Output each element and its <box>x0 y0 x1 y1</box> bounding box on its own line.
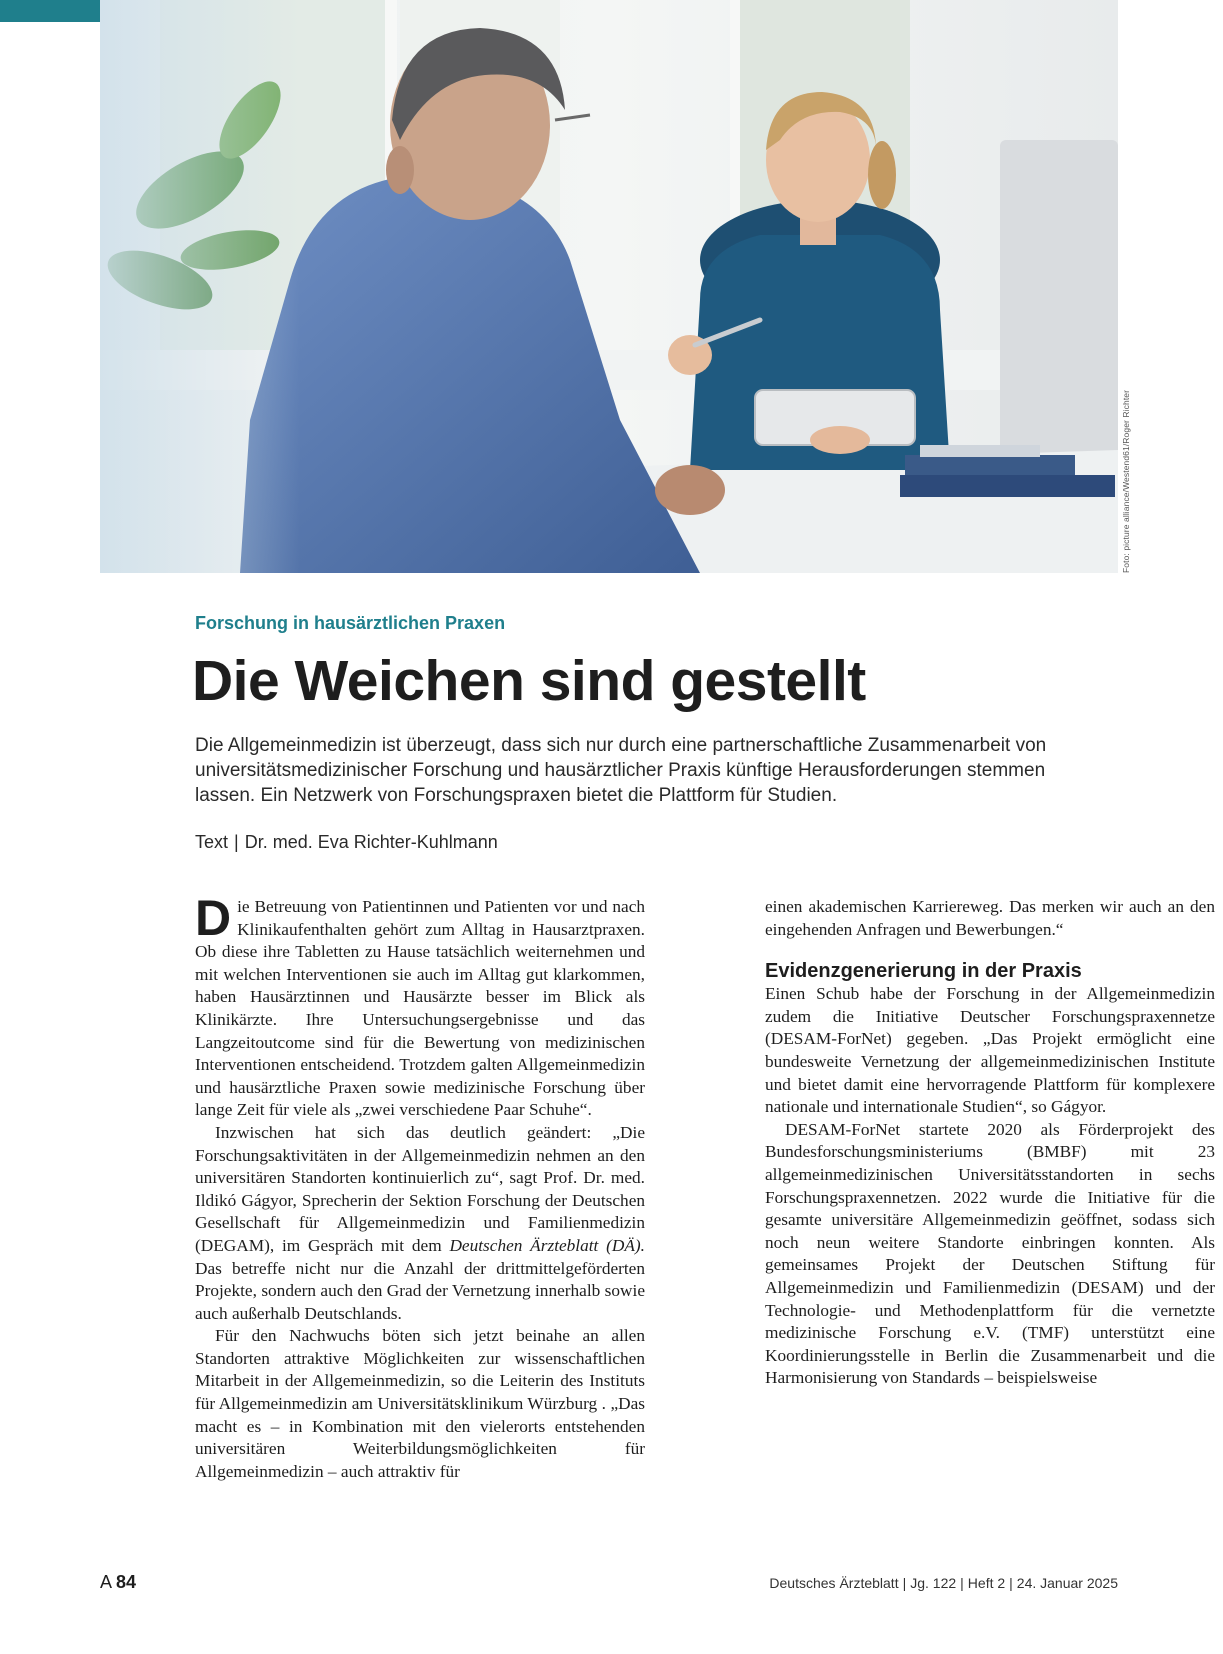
page-prefix: A <box>100 1572 112 1592</box>
byline-label: Text <box>195 832 229 852</box>
byline-author: Dr. med. Eva Richter-Kuhlmann <box>244 832 498 852</box>
headline: Die Weichen sind gestellt <box>192 649 866 713</box>
paragraph-2-end: Das betreffe nicht nur die Anzahl der drittmittelgeförderten Projekte, sondern auch den Grad der Vernetzung innerhalb sowie auch außerhalb Deutschlands. <box>195 1258 645 1323</box>
paragraph-5: DESAM-ForNet startete 2020 als Förderprojekt des Bundesforschungsministeriums (BMBF) mit 23 allgemeinmedizinischen Universitätsstandorten in sechs Forschungspraxennetzen. 2022 wurde die Initiative für die gesamte universitäre Allgemeinmedizin geöffnet, sodass sich noch neun weitere Standorte einbringen konnten. Als gemeinsames Projekt der Deutschen Stiftung für Allgemeinmedizin und Familienmedizin (DESAM) und der Technologie- und Methodenplattform für die vernetzte medizinische Forschung e.V. (TMF) unterstützt eine Koordinierungsstelle in Berlin die Zusammenarbeit und die Harmonisierung von Standards – beispielsweise <box>765 1119 1215 1388</box>
footer-separator: | <box>902 1575 907 1591</box>
footer-volume: Jg. 122 <box>910 1575 957 1591</box>
paragraph-4: Einen Schub habe der Forschung in der Allgemeinmedizin zudem die Initiative Deutscher Forschungspraxennetze (DESAM-ForNet) gegeben. „Das Projekt ermöglicht eine bundesweite Vernetzung der allgemeinmedizinischen Institute und bietet damit eine hervorragende Plattform für komplexere nationale und internationale Studien“, so Gágyor. <box>765 984 1215 1117</box>
paragraph-2 <box>195 1122 645 1325</box>
dropcap: D <box>195 890 232 946</box>
article-photo <box>100 0 1118 573</box>
column-left <box>195 890 646 1483</box>
accent-bar <box>0 0 100 22</box>
section-subhead: Evidenzgenerierung in der Praxis <box>765 960 1082 983</box>
paragraph-3: Für den Nachwuchs böten sich jetzt beinahe an allen Standorten attraktive Möglichkeiten zur wissenschaftlichen Mitarbeit in der Allgemeinmedizin, so die Leiterin des Instituts für Allgemeinmedizin am Universitätsklinikum Würzburg . „Das macht es – in Kombination mit den vielerorts entstehenden universitären Weiterbildungsmöglichkeiten für Allgemeinmedizin – auch attraktiv für <box>195 1326 645 1481</box>
teaser: Die Allgemeinmedizin ist überzeugt, dass sich nur durch eine partnerschaftliche Zusammenarbeit von universitätsmedizinischer Forschung und hausärztlicher Praxis künftige Herausforderungen stemmen lassen. Ein Netzwerk von Forschungspraxen bietet die Plattform für Studien. <box>195 735 1047 806</box>
footer-publication-info <box>769 1575 1118 1591</box>
photo-credit: Foto: picture alliance/Westend61/Roger Richter <box>1121 389 1131 573</box>
byline <box>195 832 498 853</box>
kicker: Forschung in hausärztlichen Praxen <box>195 613 506 633</box>
footer-date: 24. Januar 2025 <box>1016 1575 1118 1591</box>
paragraph-1-text: ie Betreuung von Patientinnen und Patienten vor und nach Klinikaufenthalten gehört zum Alltag in Hausarztpraxen. Ob diese ihre Tabletten zu Hause tatsächlich weiternehmen und mit welchen Interventionen sie auch im Alltag gut klarkommen, haben Hausärztinnen und Hausärzte besser im Blick als Klinikärzte. Ihre Untersuchungsergebnisse und das Langzeitoutcome sind für die Bewertung von medizinischen Interventionen entscheidend. Trotzdem galten Allgemeinmedizin und hausärztliche Praxen sowie medizinische Forschung über lange Zeit für viele als „zwei verschiedene Paar Schuhe“. <box>195 897 645 1120</box>
page-number <box>100 1572 136 1593</box>
footer-journal: Deutsches Ärzteblatt <box>769 1575 899 1591</box>
page-number-value: 84 <box>116 1572 137 1592</box>
footer-issue: Heft 2 <box>967 1575 1006 1591</box>
paragraph-2-start: Inzwischen hat sich das deutlich geändert: „Die Forschungsaktivitäten in der Allgemeinmedizin nehmen an den universitären Standorten kontinuierlich zu“, sagt Prof. Dr. med. Ildikó Gágyor, Sprecherin der Sektion Forschung der Deutschen Gesellschaft für Allgemeinmedizin und Familienmedizin (DEGAM), im Gespräch mit dem <box>195 1122 645 1255</box>
paragraph-1 <box>195 890 645 1122</box>
byline-separator: | <box>234 832 239 852</box>
footer-separator: | <box>1009 1575 1013 1591</box>
paragraph-continued: einen akademischen Karriereweg. Das merken wir auch an den eingehenden Anfragen und Bewerbungen.“ <box>765 897 1215 939</box>
footer-separator: | <box>960 1575 964 1591</box>
publication-name: Deutschen Ärzteblatt (DÄ). <box>449 1235 646 1255</box>
column-right <box>765 896 1215 1390</box>
